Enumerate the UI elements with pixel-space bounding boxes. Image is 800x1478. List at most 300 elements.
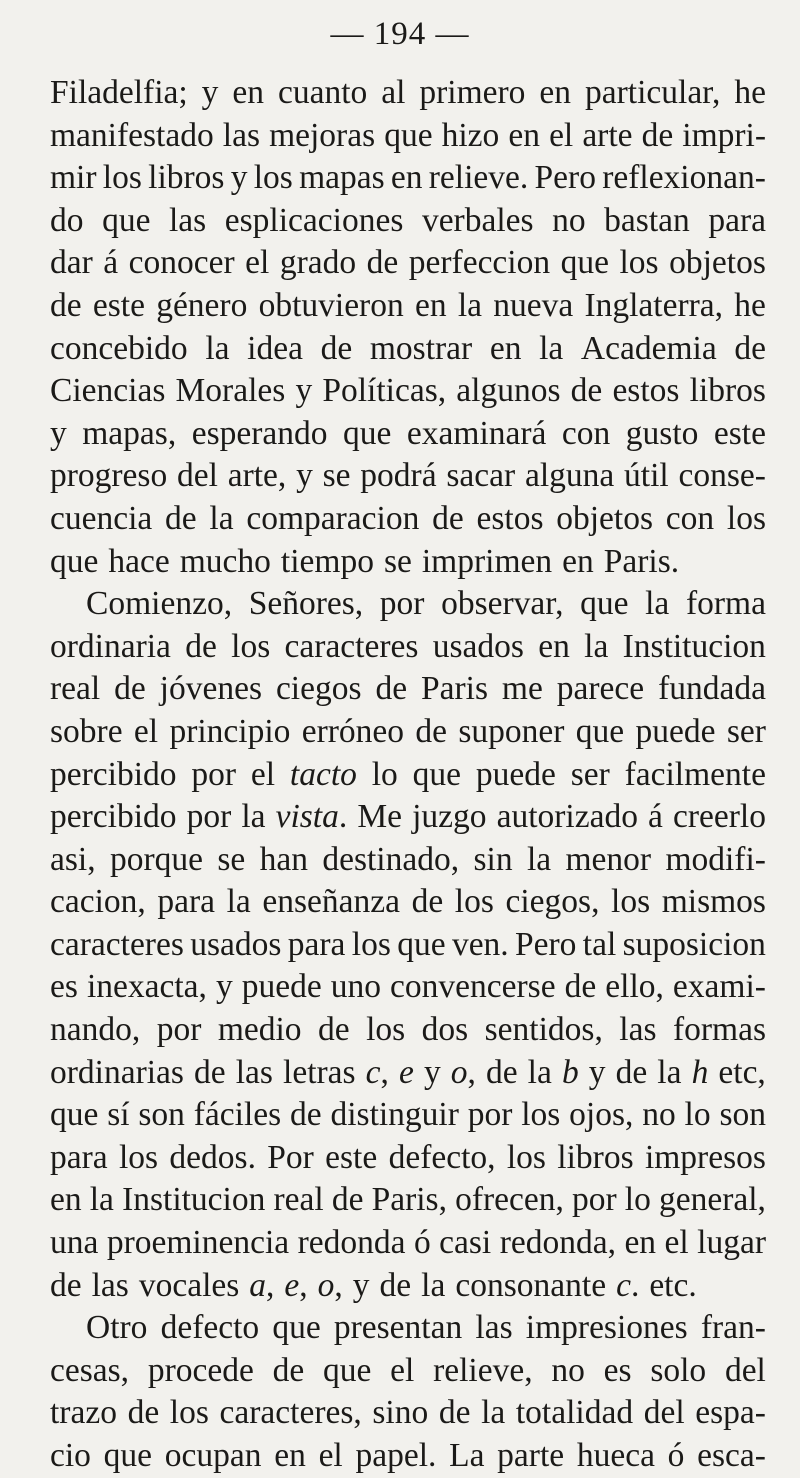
- word: tacto: [289, 755, 357, 793]
- word: el: [390, 1351, 415, 1389]
- word: que: [50, 1096, 99, 1134]
- word: alguna: [524, 457, 615, 495]
- word: de: [438, 1394, 471, 1432]
- word: y: [295, 372, 313, 410]
- text-line: [50, 1222, 766, 1265]
- word: sentidos,: [484, 1011, 603, 1049]
- word: ser: [726, 712, 766, 750]
- word: la: [645, 585, 670, 623]
- word: esplicaciones: [224, 201, 404, 239]
- text-line: [50, 115, 766, 158]
- text-line: [50, 966, 766, 1009]
- word: forma: [685, 585, 766, 623]
- word: parte: [497, 1437, 565, 1474]
- word: Morales: [175, 372, 286, 410]
- word: imprimen: [421, 542, 553, 580]
- word: de: [570, 372, 603, 410]
- word: mapas: [299, 159, 385, 197]
- word: ocupan: [164, 1437, 262, 1474]
- word: fáciles: [193, 1096, 282, 1134]
- word: objetos: [669, 244, 766, 282]
- word: relieve.: [428, 159, 529, 197]
- word: para: [708, 201, 766, 239]
- word: autorizado: [496, 798, 638, 836]
- word: bastan: [604, 201, 690, 239]
- word: idea: [247, 329, 303, 367]
- word: es: [603, 1351, 632, 1389]
- word: dar: [50, 244, 93, 282]
- word: la: [481, 1394, 506, 1432]
- word: obtuvieron: [258, 286, 404, 324]
- word: a,: [249, 1266, 275, 1304]
- text-line: [50, 413, 766, 456]
- word: arte: [582, 116, 633, 154]
- word: ordinarias: [50, 1053, 184, 1091]
- word: la: [226, 883, 251, 921]
- word: que: [412, 755, 461, 793]
- word: que: [323, 1351, 372, 1389]
- word: y: [50, 414, 67, 452]
- word: cesas,: [50, 1351, 130, 1389]
- word: ello,: [605, 968, 664, 1006]
- word: asi,: [50, 840, 96, 878]
- word: inexacta,: [86, 968, 207, 1006]
- word: que: [397, 925, 446, 963]
- word: suposicion: [622, 925, 766, 963]
- word: los: [169, 1394, 209, 1432]
- word: los: [726, 499, 766, 537]
- word: caracteres: [284, 627, 419, 665]
- text-line: [50, 881, 766, 924]
- word: de: [114, 670, 146, 708]
- word: nueva: [493, 286, 574, 324]
- word: en: [508, 116, 540, 154]
- word: á: [648, 798, 663, 836]
- word: en: [562, 542, 594, 580]
- word: puede: [241, 968, 322, 1006]
- word: progreso: [50, 457, 168, 495]
- word: porque: [109, 840, 203, 878]
- word: c.: [616, 1266, 640, 1304]
- word: e,: [284, 1266, 308, 1304]
- text-line: [50, 370, 766, 413]
- word: del: [724, 1351, 766, 1389]
- word: de: [366, 244, 399, 282]
- text-line: [50, 455, 766, 498]
- word: por: [191, 755, 237, 793]
- word: la: [457, 286, 482, 324]
- text-line: [50, 626, 766, 669]
- text-line: [50, 1350, 766, 1393]
- word: las: [222, 116, 261, 154]
- word: hizo: [441, 116, 500, 154]
- word: examinará: [406, 414, 547, 452]
- word: de: [411, 883, 444, 921]
- word: Paris: [421, 670, 488, 708]
- word: lo: [684, 1096, 711, 1134]
- word: mir: [50, 159, 97, 197]
- word: de: [331, 1181, 364, 1219]
- word: Ciencias: [50, 372, 166, 410]
- word: estos: [476, 499, 544, 537]
- word: mostrar: [369, 329, 473, 367]
- word: algunos: [456, 372, 561, 410]
- text-line: [50, 583, 766, 626]
- word: que: [384, 116, 433, 154]
- word: Pero: [534, 159, 596, 197]
- word: los: [253, 159, 293, 197]
- text-line: [50, 1435, 766, 1478]
- text-line: [50, 242, 766, 285]
- word: puede: [475, 755, 556, 793]
- word: Inglaterra,: [584, 286, 724, 324]
- word: Otro: [86, 1309, 148, 1347]
- word: principio: [169, 712, 291, 750]
- word: Paris,: [371, 1181, 447, 1219]
- word: los: [619, 244, 659, 282]
- word: con: [665, 499, 715, 537]
- word: ciegos: [275, 670, 362, 708]
- word: y: [352, 1266, 370, 1304]
- word: los: [611, 883, 651, 921]
- word: b: [561, 1053, 579, 1091]
- word: por: [571, 1181, 617, 1219]
- word: usados: [432, 627, 524, 665]
- word: sin: [473, 840, 513, 878]
- word: modifi-: [665, 840, 766, 878]
- word: e: [398, 1053, 414, 1091]
- word: Paris.: [603, 542, 680, 580]
- word: los: [366, 1011, 406, 1049]
- word: con: [561, 414, 611, 452]
- word: c,: [365, 1053, 389, 1091]
- word: particular,: [585, 74, 721, 111]
- word: no: [552, 201, 586, 239]
- word: totalidad: [515, 1394, 634, 1432]
- word: redonda: [297, 1224, 406, 1262]
- word: he: [734, 74, 766, 111]
- word: h: [691, 1053, 709, 1091]
- word: de: [485, 1053, 518, 1091]
- word: general,: [658, 1181, 766, 1219]
- word: gusto: [625, 414, 699, 452]
- word: grado: [279, 244, 357, 282]
- word: la: [205, 329, 230, 367]
- word: que: [575, 712, 625, 750]
- word: mapas,: [82, 414, 177, 452]
- word: verbales: [421, 201, 534, 239]
- word: la: [526, 840, 552, 878]
- word: parece: [556, 670, 645, 708]
- word: de: [50, 286, 82, 324]
- body-text: [50, 72, 766, 1478]
- word: sacar: [446, 457, 516, 495]
- word: Por: [267, 1138, 314, 1176]
- word: de: [615, 1053, 648, 1091]
- word: en: [390, 159, 423, 197]
- word: á: [103, 244, 119, 282]
- word: defecto: [160, 1309, 260, 1347]
- word: lo: [624, 1181, 651, 1219]
- word: son: [719, 1096, 766, 1134]
- word: formas: [672, 1011, 766, 1049]
- word: en: [414, 286, 447, 324]
- word: mejoras: [269, 116, 376, 154]
- word: los: [521, 1096, 561, 1134]
- word: por: [467, 1096, 513, 1134]
- word: caracteres: [50, 925, 184, 963]
- word: espa-: [695, 1394, 766, 1432]
- word: sino: [372, 1394, 429, 1432]
- word: las: [235, 1053, 273, 1091]
- word: Señores,: [248, 585, 364, 623]
- word: sobre: [50, 712, 123, 750]
- word: de: [127, 1394, 160, 1432]
- word: el: [245, 244, 270, 282]
- word: me: [501, 670, 543, 708]
- word: la: [539, 329, 564, 367]
- word: la: [527, 1053, 552, 1091]
- text-line: [50, 1179, 766, 1222]
- word: el: [318, 1437, 343, 1474]
- word: libros: [148, 159, 225, 197]
- word: de: [564, 968, 597, 1006]
- word: de: [379, 1266, 412, 1304]
- word: ordinaria: [50, 627, 171, 665]
- word: impresiones: [525, 1309, 688, 1347]
- word: de: [320, 329, 353, 367]
- word: podrá: [360, 457, 437, 495]
- word: distinguir: [330, 1096, 459, 1134]
- word: en: [232, 74, 264, 111]
- word: reflexionan-: [602, 159, 766, 197]
- word: hueca: [576, 1437, 655, 1474]
- word: en: [489, 329, 522, 367]
- word: los: [454, 883, 494, 921]
- word: dos: [421, 1011, 469, 1049]
- word: vista.: [275, 798, 348, 836]
- word: ciegos,: [505, 883, 600, 921]
- word: usados: [190, 925, 282, 963]
- word: ojos,: [569, 1096, 634, 1134]
- word: en: [50, 1181, 82, 1219]
- word: fundada: [658, 670, 766, 708]
- word: Pero: [515, 925, 577, 963]
- word: fran-: [700, 1309, 766, 1347]
- word: para: [287, 925, 346, 963]
- word: cuencia: [50, 499, 153, 537]
- word: ser: [570, 755, 610, 793]
- word: de: [272, 1351, 305, 1389]
- word: conse-: [678, 457, 766, 495]
- word: el: [664, 1224, 689, 1262]
- word: y: [215, 968, 233, 1006]
- word: vocales: [138, 1266, 240, 1304]
- word: de: [318, 1011, 350, 1049]
- word: letras: [283, 1053, 356, 1091]
- word: la: [421, 1266, 446, 1304]
- word: de: [375, 670, 408, 708]
- word: en: [539, 74, 572, 111]
- text-line: [50, 754, 766, 797]
- word: que: [560, 244, 609, 282]
- word: por: [379, 585, 425, 623]
- word: el: [133, 712, 159, 750]
- word: este: [92, 286, 145, 324]
- word: la: [89, 1181, 114, 1219]
- word: libros: [689, 372, 766, 410]
- word: de: [194, 1053, 226, 1091]
- word: de: [415, 712, 448, 750]
- word: suponer: [458, 712, 565, 750]
- word: no: [551, 1351, 585, 1389]
- word: por: [186, 798, 232, 836]
- word: de: [185, 627, 217, 665]
- word: útil: [624, 457, 669, 495]
- word: del: [177, 457, 218, 495]
- word: juzgo: [412, 798, 487, 836]
- text-line: [50, 839, 766, 882]
- word: real: [273, 1181, 324, 1219]
- word: solo: [650, 1351, 707, 1389]
- word: jóvenes: [159, 670, 263, 708]
- word: en: [624, 1224, 657, 1262]
- word: cacion,: [50, 883, 146, 921]
- text-line: [50, 285, 766, 328]
- word: los: [231, 627, 271, 665]
- word: papel.: [355, 1437, 437, 1474]
- word: hace: [108, 542, 170, 580]
- word: consonante: [455, 1266, 607, 1304]
- word: la: [241, 798, 266, 836]
- text-line: [50, 1307, 766, 1350]
- word: percibido: [50, 755, 177, 793]
- word: do: [50, 201, 84, 239]
- word: que: [343, 414, 392, 452]
- word: he: [734, 286, 766, 324]
- word: casi: [439, 1224, 492, 1262]
- word: Institucion: [122, 1181, 266, 1219]
- word: arte,: [227, 457, 287, 495]
- word: la: [584, 627, 609, 665]
- word: enseñanza: [262, 883, 401, 921]
- page-number: — 194 —: [330, 16, 470, 52]
- word: nando,: [50, 1011, 141, 1049]
- text-line: [50, 1137, 766, 1180]
- word: proeminencia: [106, 1224, 290, 1262]
- word: y: [296, 457, 313, 495]
- word: relieve,: [433, 1351, 533, 1389]
- word: una: [50, 1224, 99, 1262]
- word: se: [322, 457, 351, 495]
- word: redonda,: [499, 1224, 616, 1262]
- word: trazo: [50, 1394, 117, 1432]
- word: los: [102, 159, 142, 197]
- word: esperando: [191, 414, 328, 452]
- word: y: [423, 1053, 441, 1091]
- word: ven.: [451, 925, 509, 963]
- word: etc,: [718, 1053, 766, 1091]
- word: se: [217, 840, 246, 878]
- word: ó: [413, 1224, 431, 1262]
- word: defecto,: [388, 1138, 496, 1176]
- word: la: [657, 1053, 682, 1091]
- word: destinado,: [322, 840, 460, 878]
- word: conocer: [128, 244, 235, 282]
- text-line: [50, 796, 766, 839]
- word: libros: [557, 1138, 634, 1176]
- word: ó: [667, 1437, 685, 1474]
- word: estos: [612, 372, 680, 410]
- word: se: [383, 542, 412, 580]
- word: por: [156, 1011, 202, 1049]
- word: en: [274, 1437, 306, 1474]
- word: las: [169, 201, 207, 239]
- word: es: [50, 968, 78, 1006]
- word: de: [165, 499, 197, 537]
- text-line: [50, 498, 766, 541]
- word: etc.: [649, 1266, 697, 1304]
- word: Filadelfia;: [50, 74, 188, 111]
- word: lo: [371, 755, 398, 793]
- word: y: [201, 74, 219, 111]
- word: Políticas,: [322, 372, 447, 410]
- word: Institucion: [622, 627, 766, 665]
- word: han: [259, 840, 308, 878]
- word: ofrecen,: [455, 1181, 564, 1219]
- word: sí: [107, 1096, 130, 1134]
- word: de: [432, 499, 464, 537]
- word: uno: [330, 968, 381, 1006]
- text-line: [50, 1392, 766, 1435]
- text-line: [50, 157, 766, 200]
- word: las: [619, 1011, 657, 1049]
- word: este: [713, 414, 766, 452]
- word: mismos: [661, 883, 766, 921]
- word: tiempo: [280, 542, 374, 580]
- word: que: [103, 1437, 153, 1474]
- word: en: [538, 627, 570, 665]
- word: los: [351, 925, 391, 963]
- word: el: [549, 116, 574, 154]
- word: observar,: [441, 585, 564, 623]
- word: presentan: [333, 1309, 463, 1347]
- word: creerlo: [673, 798, 766, 836]
- text-line: [50, 1094, 766, 1137]
- word: Academia: [580, 329, 717, 367]
- word: género: [156, 286, 248, 324]
- word: cuanto: [277, 74, 368, 111]
- word: percibido: [50, 798, 177, 836]
- word: cio: [50, 1437, 91, 1474]
- word: perfeccion: [408, 244, 551, 282]
- text-line: [50, 668, 766, 711]
- word: los: [506, 1138, 546, 1176]
- text-line: [50, 924, 766, 967]
- word: Me: [357, 798, 402, 836]
- text-line: [50, 328, 766, 371]
- word: esca-: [697, 1437, 766, 1474]
- word: manifestado: [50, 116, 214, 154]
- word: son: [138, 1096, 185, 1134]
- text-line: [50, 541, 766, 584]
- word: que: [580, 585, 629, 623]
- word: mucho: [179, 542, 271, 580]
- word: facilmente: [624, 755, 766, 793]
- word: de: [50, 1266, 82, 1304]
- word: de: [290, 1096, 322, 1134]
- word: impri-: [682, 116, 766, 154]
